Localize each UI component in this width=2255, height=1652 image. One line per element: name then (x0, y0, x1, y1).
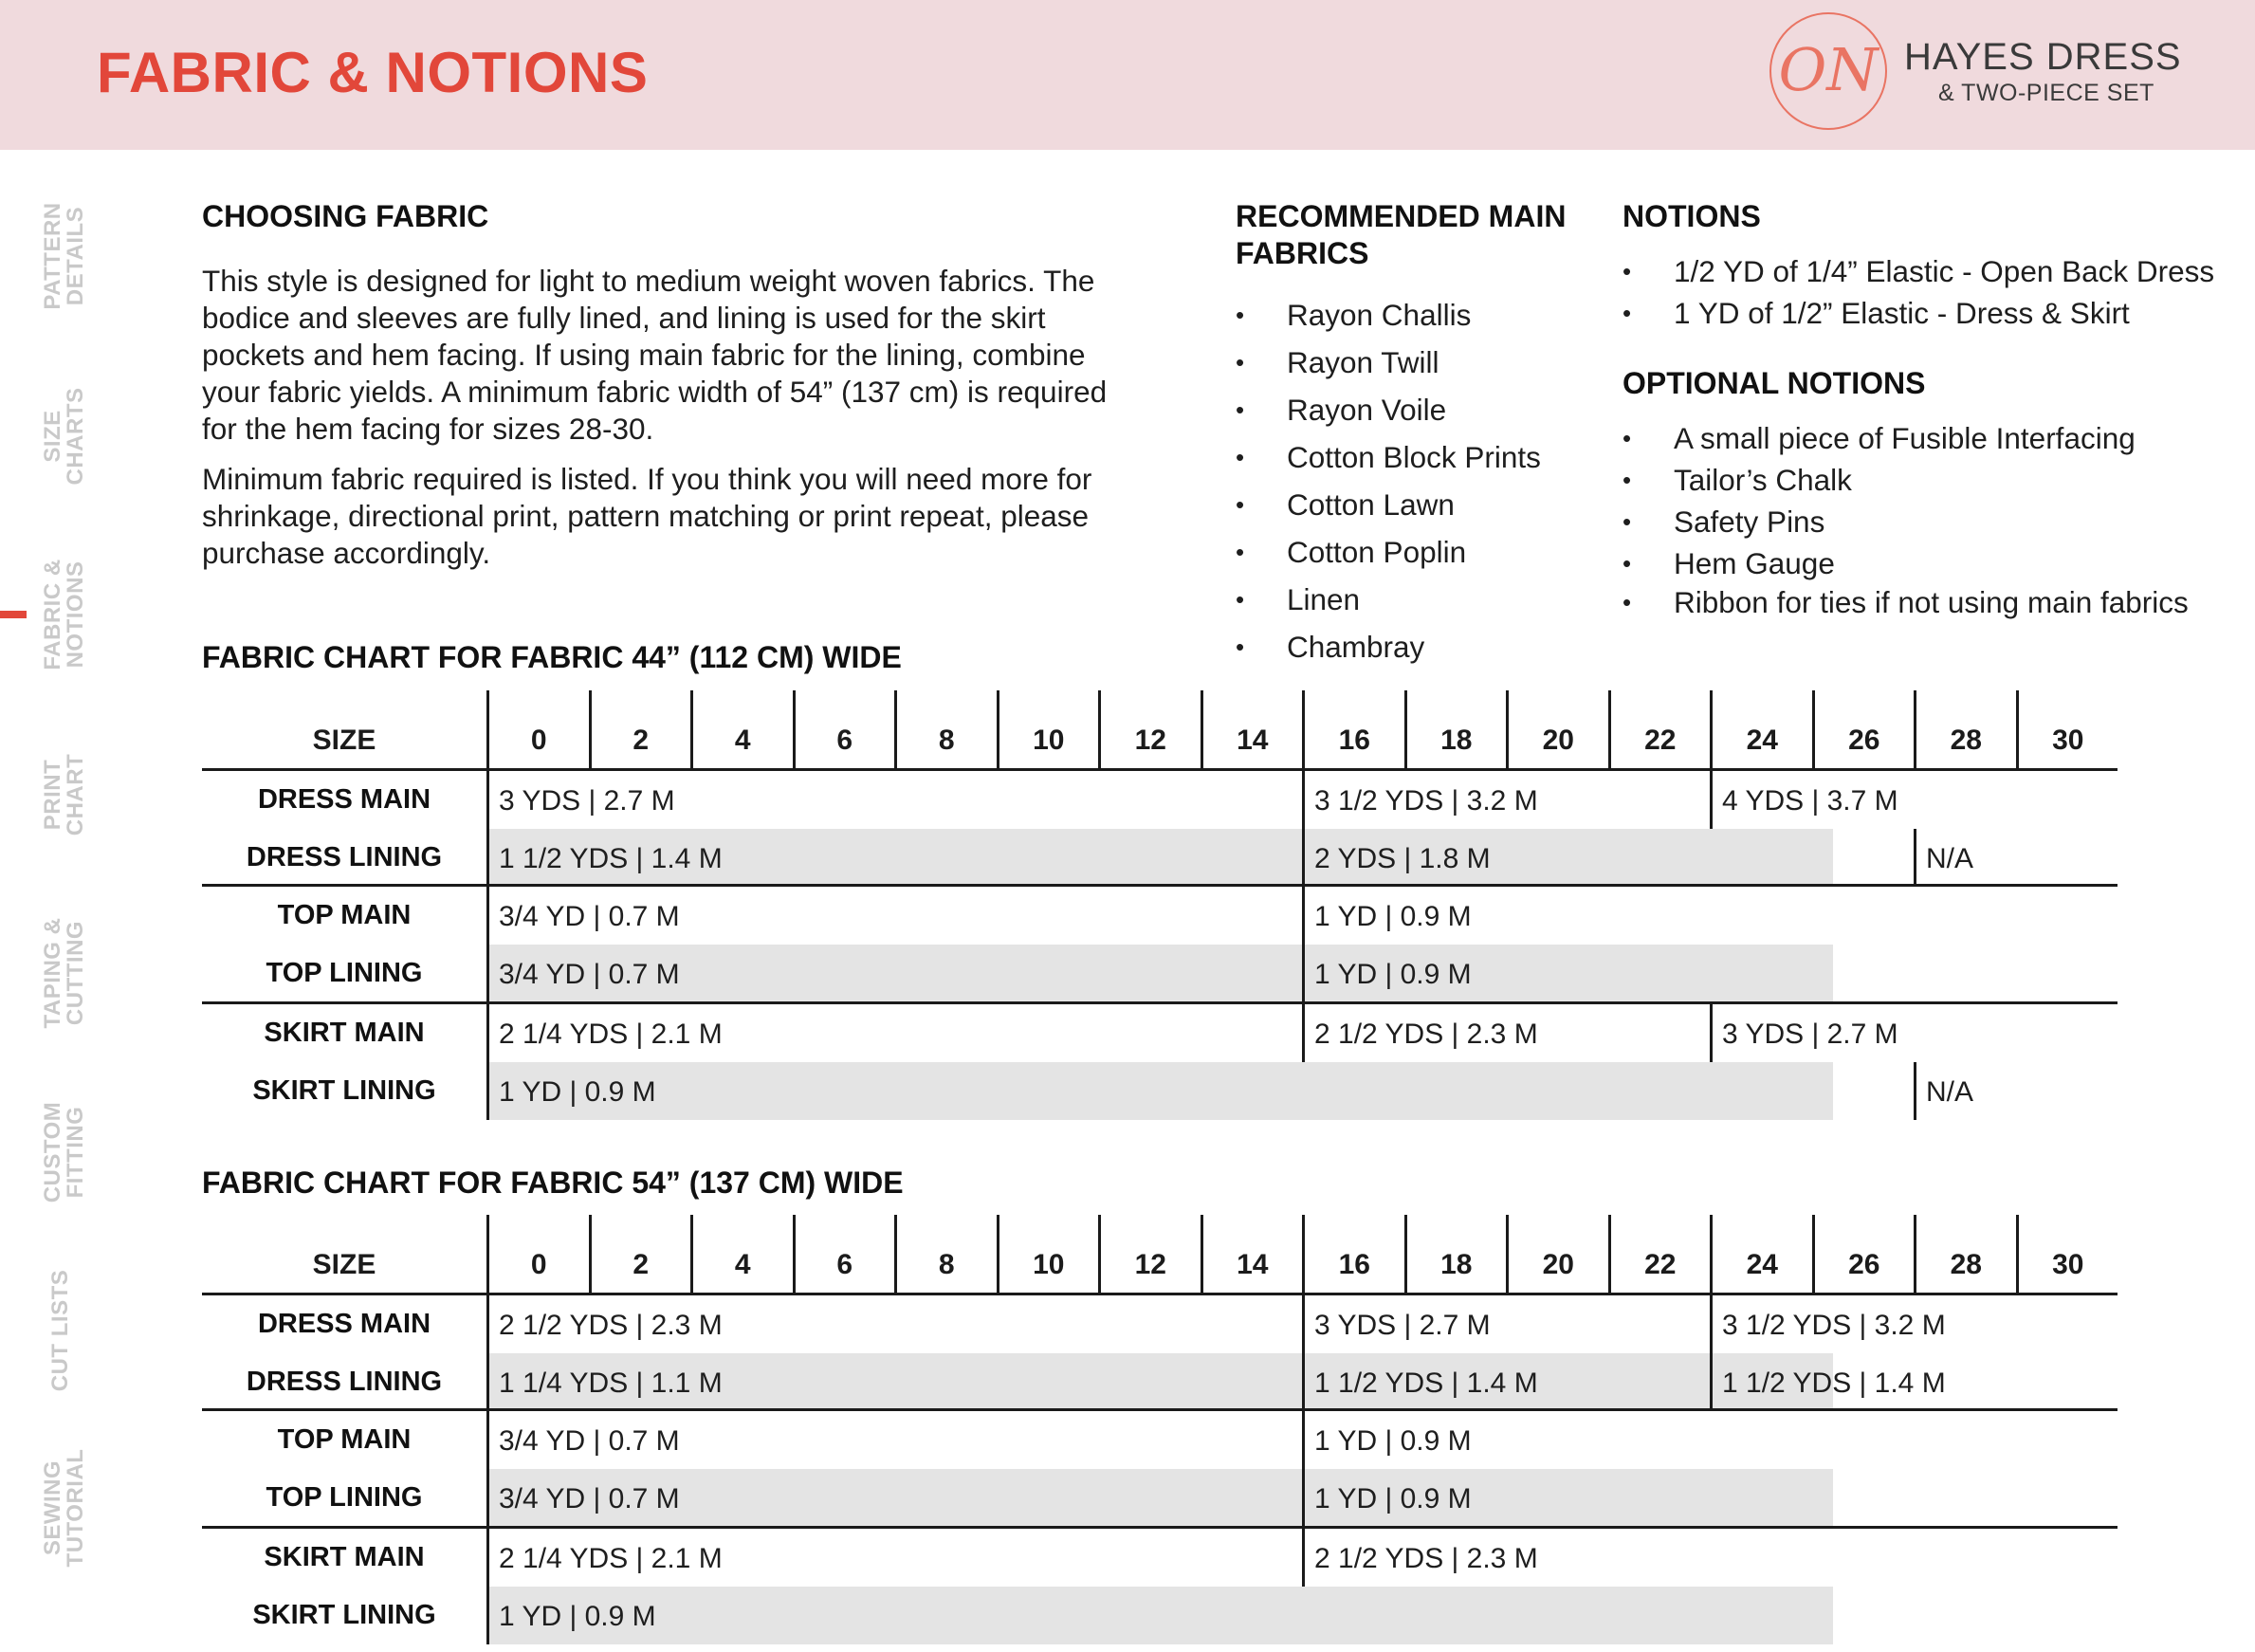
size-value: 6 (836, 1249, 853, 1280)
table-cell (486, 1469, 1302, 1527)
table-cell (486, 1587, 2118, 1644)
recommended-heading-line2: FABRICS (1236, 236, 1369, 270)
cell-value: 3/4 YD | 0.7 M (499, 959, 680, 990)
size-value: 22 (1644, 725, 1677, 756)
row-label: DRESS MAIN (257, 1309, 431, 1339)
size-column-header (1098, 1215, 1201, 1295)
optional-notions-list (1674, 421, 2205, 630)
cell-value: 3/4 YD | 0.7 M (499, 1425, 680, 1457)
table-row (202, 1062, 2118, 1120)
table-cell (1302, 945, 2118, 1002)
table-cell (1302, 1004, 1710, 1062)
size-value: 22 (1644, 1249, 1677, 1280)
size-value: 0 (530, 725, 547, 756)
size-value: 30 (2052, 725, 2084, 756)
table-row (202, 829, 2118, 887)
size-value: 14 (1237, 1249, 1269, 1280)
size-column-header (1404, 1215, 1507, 1295)
cell-value: 2 1/2 YDS | 2.3 M (499, 1310, 723, 1341)
size-value: 18 (1440, 1249, 1473, 1280)
size-value: 14 (1237, 725, 1269, 756)
table-header-row (202, 1215, 2118, 1295)
size-header: SIZE (312, 1249, 376, 1280)
size-column-header (997, 1215, 1099, 1295)
table-cell (486, 1353, 1302, 1411)
size-column-header (1812, 690, 1915, 771)
size-column-header (1710, 690, 1812, 771)
row-label: DRESS LINING (246, 1367, 443, 1397)
table-cell (1302, 1295, 1710, 1353)
chart-44-title: FABRIC CHART FOR FABRIC 44” (112 CM) WIDE (202, 640, 902, 674)
table-cell (1710, 1295, 2118, 1353)
table-header-row (202, 690, 2118, 771)
cell-value: 1 1/2 YDS | 1.4 M (1314, 1367, 1538, 1399)
size-value: 28 (1950, 1249, 1982, 1280)
list-item: • Safety Pins (1674, 505, 2205, 546)
table-row (202, 945, 2118, 1004)
table-cell (1302, 1411, 2118, 1469)
row-label: SKIRT LINING (252, 1075, 436, 1106)
notions-list (1674, 254, 2214, 338)
size-column-header (690, 690, 793, 771)
cell-value: N/A (1926, 843, 1974, 874)
size-value: 4 (734, 725, 751, 756)
table-row (202, 1353, 2118, 1411)
list-item: • Rayon Voile (1287, 393, 1541, 440)
notions-heading: NOTIONS (1622, 199, 1761, 233)
sidebar-tab-label: SEWING TUTORIAL (40, 1448, 88, 1568)
size-column-header (2016, 690, 2118, 771)
cell-value: 1 YD | 0.9 M (499, 1076, 656, 1108)
size-value: 4 (734, 1249, 751, 1280)
table-cell (1914, 1062, 2118, 1120)
cell-value: 1 YD | 0.9 M (1314, 1425, 1472, 1457)
size-column-header (793, 690, 895, 771)
row-label: DRESS LINING (246, 842, 443, 872)
table-cell (486, 1411, 1302, 1469)
size-value: 18 (1440, 725, 1473, 756)
table-cell (1710, 1353, 2118, 1411)
list-item: • Rayon Twill (1287, 345, 1541, 393)
list-item: • Chambray (1287, 630, 1541, 677)
size-value: 2 (632, 725, 650, 756)
size-value: 8 (938, 1249, 955, 1280)
table-row (202, 1004, 2118, 1062)
table-cell (1302, 1529, 2118, 1587)
size-column-header (1302, 690, 1404, 771)
sidebar-tab-label: CUSTOM FITTING (40, 1101, 88, 1203)
list-item: • Hem Gauge (1674, 546, 2205, 588)
cell-value: 1 1/4 YDS | 1.1 M (499, 1367, 723, 1399)
cell-value: 2 1/2 YDS | 2.3 M (1314, 1543, 1538, 1574)
table-cell (1302, 829, 1914, 887)
table-row (202, 1295, 2118, 1353)
sidebar-tab-label: TAPING & CUTTING (40, 917, 88, 1029)
table-row (202, 1411, 2118, 1469)
table-cell (1914, 829, 2118, 887)
list-item: • A small piece of Fusible Interfacing (1674, 421, 2205, 463)
page-title: FABRIC & NOTIONS (97, 41, 649, 104)
size-column-header (1608, 1215, 1711, 1295)
sidebar-tab-label: CUT LISTS (47, 1269, 73, 1392)
table-cell (486, 771, 1302, 829)
recommended-fabrics-list (1287, 298, 1541, 677)
brand-logo (1769, 12, 1887, 130)
row-label: SKIRT LINING (252, 1600, 436, 1630)
size-column-header (1404, 690, 1507, 771)
sidebar-tab-label: SIZE CHARTS (40, 387, 88, 486)
list-item: • 1/2 YD of 1/4” Elastic - Open Back Dress (1674, 254, 2214, 296)
table-cell (1710, 1004, 2118, 1062)
size-column-header (1506, 1215, 1608, 1295)
brand-subtitle: & TWO-PIECE SET (1938, 80, 2154, 106)
cell-value: 3 YDS | 2.7 M (1722, 1019, 1898, 1050)
cell-value: N/A (1926, 1076, 1974, 1108)
table-cell (1710, 771, 2118, 829)
size-column-header (1302, 1215, 1404, 1295)
active-tab-indicator (0, 611, 27, 618)
size-value: 26 (1848, 1249, 1880, 1280)
size-value: 28 (1950, 725, 1982, 756)
list-item: • Cotton Poplin (1287, 535, 1541, 582)
size-column-header (997, 690, 1099, 771)
size-value: 12 (1134, 1249, 1166, 1280)
cell-value: 3 YDS | 2.7 M (1314, 1310, 1491, 1341)
size-column-header (894, 1215, 997, 1295)
size-value: 0 (530, 1249, 547, 1280)
size-column-header (1914, 690, 2016, 771)
table-row (202, 1469, 2118, 1529)
row-label: TOP LINING (266, 958, 423, 988)
minimum-fabric-paragraph: Minimum fabric required is listed. If you think you will need more for shrinkage, directional print, pattern matching or print repeat, please purchase accordingly. (202, 462, 1092, 570)
size-value: 20 (1542, 725, 1574, 756)
cell-value: 3/4 YD | 0.7 M (499, 901, 680, 932)
size-column-header (1914, 1215, 2016, 1295)
size-value: 20 (1542, 1249, 1574, 1280)
brand-name: HAYES DRESS (1904, 36, 2182, 78)
cell-value: 3/4 YD | 0.7 M (499, 1483, 680, 1514)
size-column-header (690, 1215, 793, 1295)
table-cell (486, 829, 1302, 887)
table-row (202, 771, 2118, 829)
sidebar-tab-label: FABRIC & NOTIONS (40, 559, 88, 670)
cell-value: 3 YDS | 2.7 M (499, 785, 675, 817)
list-item: • Rayon Challis (1287, 298, 1541, 345)
recommended-heading-line1: RECOMMENDED MAIN (1236, 199, 1567, 233)
choosing-fabric-paragraph: This style is designed for light to medium weight woven fabrics. The bodice and sleeves are fully lined, and lining is used for the skirt pockets and hem facing. If using main fabric for the lining, combine your fabric yields. A minimum fabric width of 54” (137 cm) is required for the hem facing for sizes 28-30. (202, 264, 1108, 446)
size-value: 12 (1134, 725, 1166, 756)
size-column-header (894, 690, 997, 771)
optional-notions-heading: OPTIONAL NOTIONS (1622, 366, 1926, 400)
size-column-header (1201, 690, 1303, 771)
list-item: • 1 YD of 1/2” Elastic - Dress & Skirt (1674, 296, 2214, 338)
size-value: 26 (1848, 725, 1880, 756)
size-column-header (1098, 690, 1201, 771)
cell-value: 2 1/2 YDS | 2.3 M (1314, 1019, 1538, 1050)
table-row (202, 1587, 2118, 1644)
table-cell (1302, 887, 2118, 945)
row-label: SKIRT MAIN (264, 1542, 425, 1572)
recommended-fabrics-heading (1236, 199, 1566, 271)
size-value: 30 (2052, 1249, 2084, 1280)
cell-value: 1 1/2 YDS | 1.4 M (1722, 1367, 1946, 1399)
size-column-header (1812, 1215, 1915, 1295)
size-value: 24 (1746, 725, 1778, 756)
choosing-fabric-heading: CHOOSING FABRIC (202, 199, 489, 233)
cell-value: 1 YD | 0.9 M (1314, 959, 1472, 990)
size-column-header (1201, 1215, 1303, 1295)
list-item: • Linen (1287, 582, 1541, 630)
cell-value: 2 YDS | 1.8 M (1314, 843, 1491, 874)
row-label: TOP MAIN (277, 1424, 412, 1455)
cell-value: 2 1/4 YDS | 2.1 M (499, 1019, 723, 1050)
table-row (202, 1529, 2118, 1587)
brand-logo-monogram: ON (1778, 35, 1879, 104)
size-column-header (486, 690, 589, 771)
table-row (202, 887, 2118, 945)
size-header: SIZE (312, 725, 376, 756)
list-item: • Ribbon for ties if not using main fabrics (1674, 588, 2205, 630)
cell-value: 4 YDS | 3.7 M (1722, 785, 1898, 817)
table-cell (486, 887, 1302, 945)
row-label: DRESS MAIN (257, 784, 431, 815)
size-column-header (2016, 1215, 2118, 1295)
size-value: 10 (1033, 725, 1065, 756)
cell-value: 1 1/2 YDS | 1.4 M (499, 843, 723, 874)
table-cell (1302, 1469, 2118, 1527)
table-cell (1302, 1353, 1710, 1411)
table-cell (486, 945, 1302, 1002)
cell-value: 1 YD | 0.9 M (1314, 1483, 1472, 1514)
sidebar-tab-label: PATTERN DETAILS (40, 202, 88, 310)
size-value: 8 (938, 725, 955, 756)
list-item: • Cotton Block Prints (1287, 440, 1541, 487)
size-value: 2 (632, 1249, 650, 1280)
table-cell (486, 1062, 1914, 1120)
list-item: • Tailor’s Chalk (1674, 463, 2205, 505)
page-header (0, 0, 2255, 150)
cell-value: 2 1/4 YDS | 2.1 M (499, 1543, 723, 1574)
chart-54-title: FABRIC CHART FOR FABRIC 54” (137 CM) WIDE (202, 1166, 904, 1200)
cell-value: 3 1/2 YDS | 3.2 M (1314, 785, 1538, 817)
size-column-header (1710, 1215, 1812, 1295)
size-value: 10 (1033, 1249, 1065, 1280)
table-cell (1302, 771, 1710, 829)
size-column-header (589, 1215, 691, 1295)
cell-value: 1 YD | 0.9 M (1314, 901, 1472, 932)
row-label: TOP LINING (266, 1482, 423, 1513)
cell-value: 1 YD | 0.9 M (499, 1601, 656, 1632)
row-label: SKIRT MAIN (264, 1018, 425, 1048)
list-item: • Cotton Lawn (1287, 487, 1541, 535)
table-cell (486, 1295, 1302, 1353)
size-value: 16 (1338, 725, 1370, 756)
size-column-header (1506, 690, 1608, 771)
size-column-header (589, 690, 691, 771)
table-cell (486, 1004, 1302, 1062)
table-cell (486, 1529, 1302, 1587)
size-column-header (793, 1215, 895, 1295)
size-value: 16 (1338, 1249, 1370, 1280)
sidebar-tab-label: PRINT CHART (40, 753, 88, 836)
row-label: TOP MAIN (277, 900, 412, 930)
cell-value: 3 1/2 YDS | 3.2 M (1722, 1310, 1946, 1341)
size-column-header (1608, 690, 1711, 771)
size-value: 6 (836, 725, 853, 756)
size-value: 24 (1746, 1249, 1778, 1280)
size-column-header (486, 1215, 589, 1295)
